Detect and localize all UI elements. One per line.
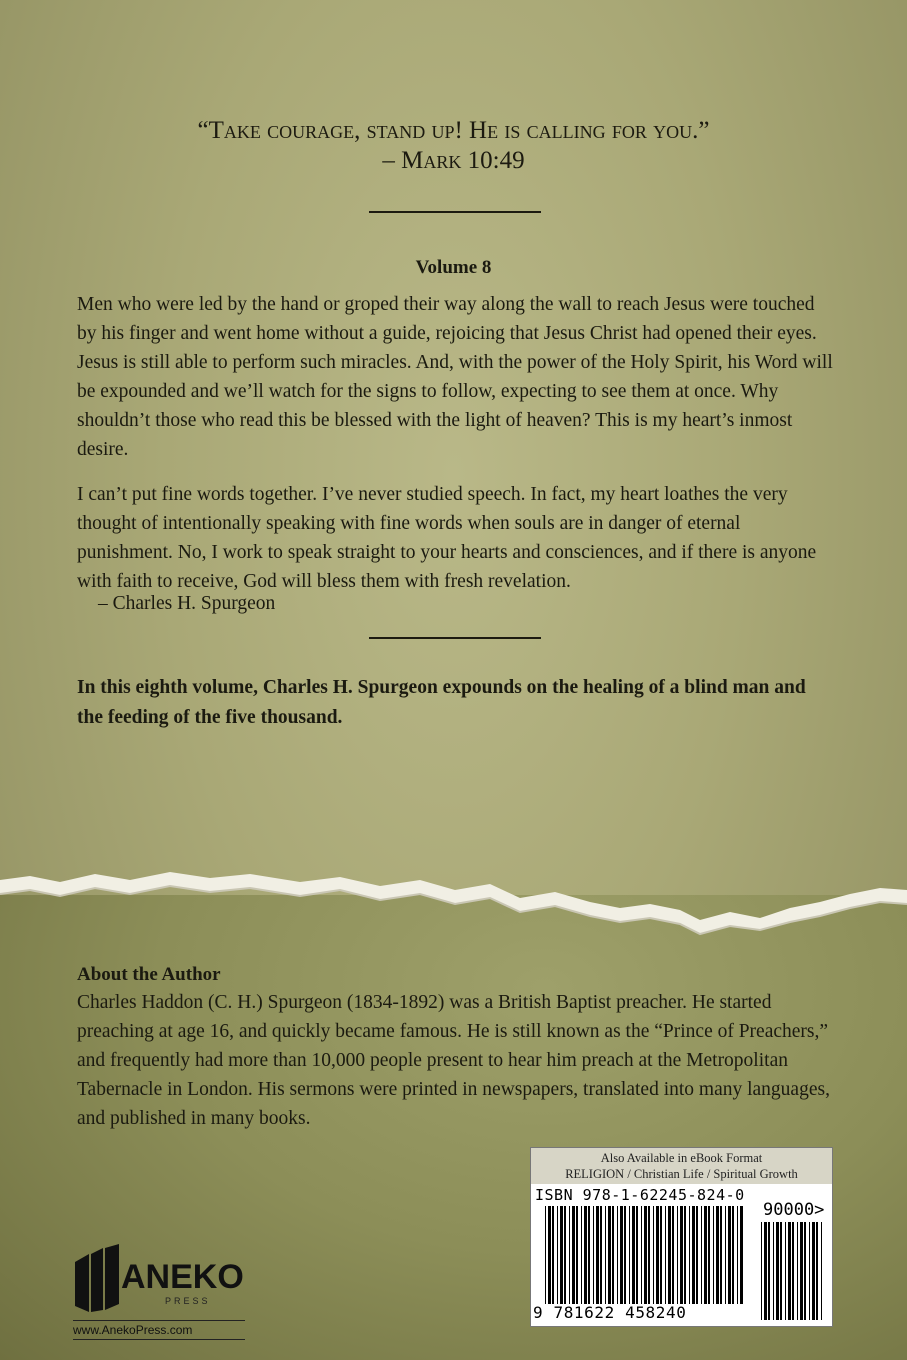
publisher-logo bbox=[73, 1232, 253, 1342]
book-stack-icon bbox=[73, 1244, 123, 1314]
barcode-header bbox=[531, 1148, 832, 1184]
barcode-digits: 9 781622 458240 bbox=[533, 1303, 687, 1322]
publisher-sub: PRESS bbox=[165, 1296, 211, 1306]
excerpt-paragraph-2: I can’t put fine words together. I’ve never studied speech. In fact, my heart loathes the very thought of intentionally speaking with fine words when souls are in danger of eternal punishment. No, I work to speak straight to your hearts and consciences, and if there is anyone with faith to receive, God will bless them with fresh revelation. bbox=[77, 484, 817, 592]
publisher-url[interactable]: www.AnekoPress.com bbox=[73, 1320, 245, 1340]
excerpt-signature: – Charles H. Spurgeon bbox=[98, 593, 276, 614]
divider-middle bbox=[369, 637, 541, 639]
quote-reference: – Mark 10:49 bbox=[382, 147, 525, 174]
divider-top bbox=[369, 211, 541, 213]
barcode-bars-main bbox=[545, 1206, 743, 1304]
barcode-bars-addon bbox=[761, 1222, 825, 1320]
category-label: RELIGION / Christian Life / Spiritual Growth bbox=[565, 1167, 798, 1181]
quote-line: “Take courage, stand up! He is calling for you.” bbox=[197, 117, 710, 144]
publisher-name: ANEKO bbox=[121, 1258, 244, 1296]
isbn-text: ISBN 978-1-62245-824-0 bbox=[535, 1186, 745, 1204]
price-code: 90000> bbox=[763, 1200, 825, 1220]
volume-label: Volume 8 bbox=[415, 257, 492, 278]
ebook-notice: Also Available in eBook Format bbox=[600, 1151, 763, 1165]
barcode-block bbox=[530, 1147, 833, 1327]
excerpt-paragraph-1: Men who were led by the hand or groped their way along the wall to reach Jesus were touched by his finger and went home without a guide, rejoicing that Jesus Christ had opened their eyes. Jesus is still able to perform such miracles. And, with the power of the Holy Spirit, his Word will be expounded and we’ll watch for the signs to follow, expecting to see them at once. Why shouldn’t those who read this be blessed with the light of heaven? This is my heart’s inmost desire. bbox=[77, 294, 833, 460]
book-summary: In this eighth volume, Charles H. Spurgeon expounds on the healing of a blind man and the feeding of the five thousand. bbox=[77, 677, 806, 728]
scripture-quote bbox=[0, 116, 907, 176]
about-author-heading: About the Author bbox=[77, 964, 221, 985]
torn-paper-edge bbox=[0, 868, 907, 948]
about-author-text: Charles Haddon (C. H.) Spurgeon (1834-1892) was a British Baptist preacher. He started preaching at age 16, and quickly became famous. He is still known as the “Prince of Preachers,” and frequently had more than 10,000 people present to hear him preach at the Metropolitan Tabernacle in London. His sermons were printed in newspapers, translated into many languages, and published in many books. bbox=[77, 992, 830, 1129]
